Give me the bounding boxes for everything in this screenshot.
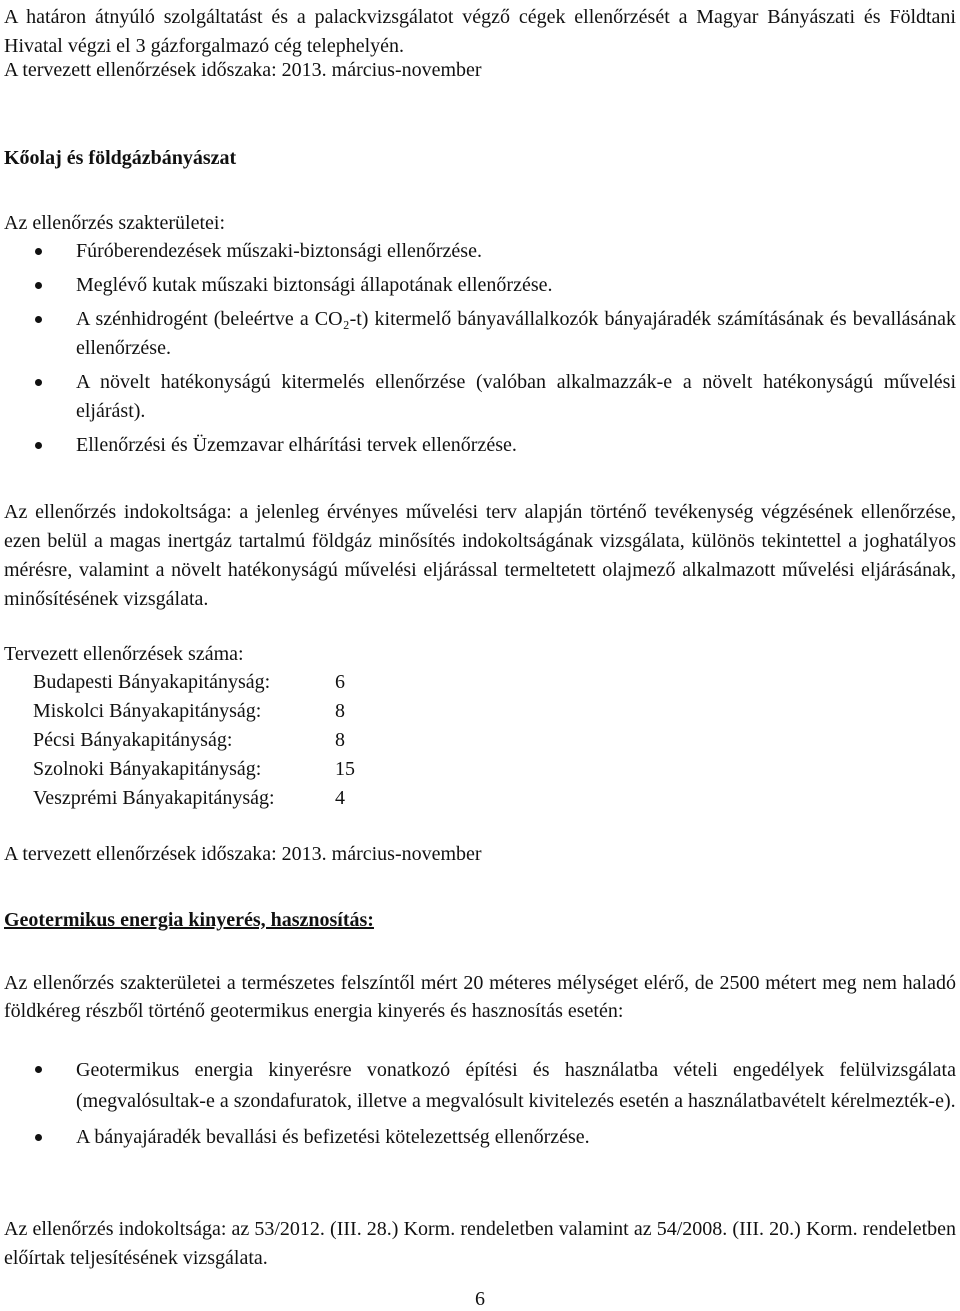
list-item: A szénhidrogént (beleértve a CO₂-t) kitermelő bányavállalkozók bányajáradék számításának és bevallásának ellenőrzése.: [4, 305, 956, 363]
list-item: Meglévő kutak műszaki biztonsági állapotának ellenőrzése.: [4, 271, 956, 300]
office-name: Budapesti Bányakapitányság:: [33, 671, 271, 693]
areas-list-oil-gas: [4, 237, 956, 460]
period-line-1: A tervezett ellenőrzések időszaka: 2013. március-november: [4, 59, 482, 81]
list-item: A növelt hatékonyságú kitermelés ellenőrzése (valóban alkalmazzák-e a növelt hatékonyságú művelési eljárást).: [4, 368, 956, 426]
areas-text-geothermal: Az ellenőrzés szakterületei a természetes felszíntől mért 20 méteres mélységet elérő, de 2500 métert meg nem haladó földkéreg részből történő geotermikus energia kinyerés és hasznosítás esetén:: [4, 972, 956, 1022]
office-name: Miskolci Bányakapitányság:: [33, 700, 262, 722]
inspection-count: 15: [335, 758, 355, 780]
bullet-icon: [35, 442, 42, 449]
office-name: Veszprémi Bányakapitányság:: [33, 787, 275, 809]
justification-geothermal: Az ellenőrzés indokoltsága: az 53/2012. (III. 28.) Korm. rendeletben valamint az 54/2008. (III. 20.) Korm. rendeletben előírtak teljesítésének vizsgálata.: [4, 1218, 956, 1269]
areas-list-geothermal: [4, 1055, 956, 1152]
section-heading-oil-gas: Kőolaj és földgázbányászat: [4, 147, 237, 169]
list-item: Geotermikus energia kinyerésre vonatkozó építési és használatba vételi engedélyek felülvizsgálata (megvalósultak-e a szondafuratok, illetve a megvalósult kivitelezés esetén a használatbavételt kérelmezték-e).: [4, 1055, 956, 1117]
inspection-count: 8: [335, 729, 345, 751]
bullet-icon: [35, 379, 42, 386]
list-item: Fúróberendezések műszaki-biztonsági ellenőrzése.: [4, 237, 956, 266]
office-name: Pécsi Bányakapitányság:: [33, 729, 233, 751]
intro-paragraph: A határon átnyúló szolgáltatást és a palackvizsgálatot végző cégek ellenőrzését a Magyar Bányászati és Földtani Hivatal végzi el 3 gázforgalmazó cég telephelyén.: [4, 6, 956, 57]
bullet-icon: [35, 282, 42, 289]
inspection-count: 6: [335, 671, 345, 693]
justification-oil-gas: Az ellenőrzés indokoltsága: a jelenleg érvényes művelési terv alapján történő tevékenység végzésének ellenőrzése, ezen belül a magas inertgáz tartalmú földgáz minősítés indokoltságának vizsgálata, különös tekintettel a joghatályos mérésre, valamint a növelt hatékonyságú művelési eljárással termeltetett olajmező alkalmazott művelési eljárásának, minősítésének vizsgálata.: [4, 501, 956, 610]
bullet-icon: [35, 1134, 42, 1141]
bullet-icon: [35, 248, 42, 255]
bullet-icon: [35, 1066, 42, 1073]
list-item: Ellenőrzési és Üzemzavar elhárítási tervek ellenőrzése.: [4, 431, 956, 460]
list-item: A bányajáradék bevallási és befizetési kötelezettség ellenőrzése.: [4, 1123, 956, 1152]
period-line-2: A tervezett ellenőrzések időszaka: 2013. március-november: [4, 843, 482, 865]
inspection-count: 8: [335, 700, 345, 722]
office-name: Szolnoki Bányakapitányság:: [33, 758, 262, 780]
planned-label: Tervezett ellenőrzések száma:: [4, 643, 244, 665]
bullet-icon: [35, 316, 42, 323]
inspection-count: 4: [335, 787, 345, 809]
section-heading-geothermal: Geotermikus energia kinyerés, hasznosítás:: [4, 909, 374, 931]
areas-label-oil-gas: Az ellenőrzés szakterületei:: [4, 212, 225, 234]
page-number: 6: [475, 1288, 485, 1310]
